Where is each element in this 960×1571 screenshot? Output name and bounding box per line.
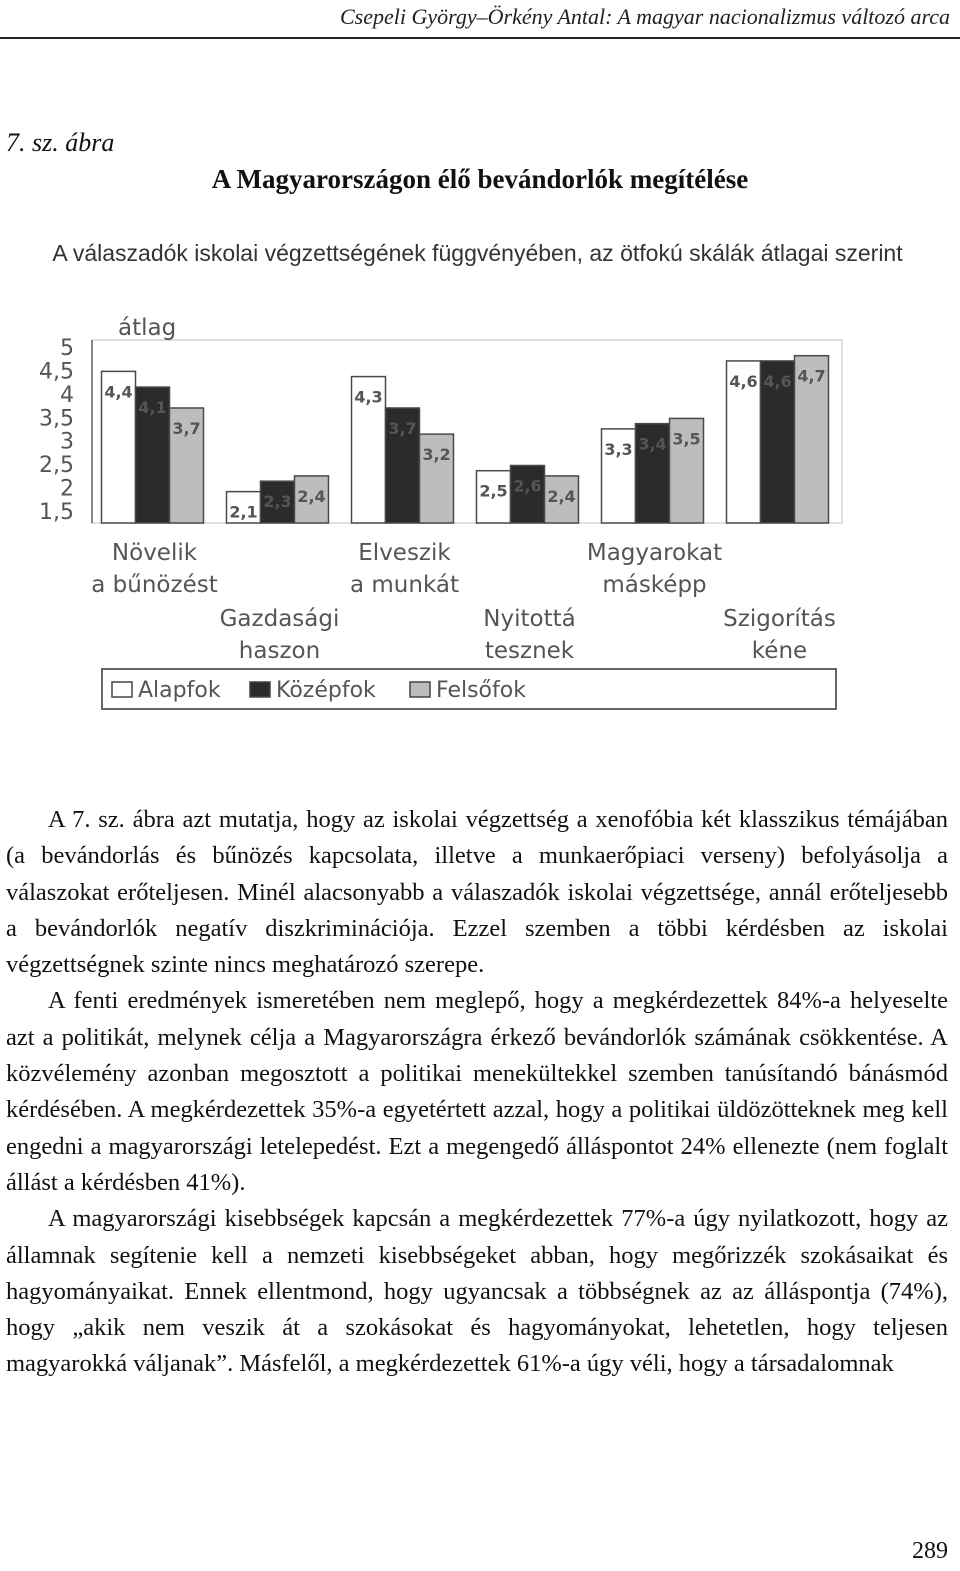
data-label: 2,3 [263,492,292,512]
y-tick-label: 3 [60,429,74,455]
category-label: Szigorítás [723,606,836,632]
paragraph: A magyarországi kisebbségek kapcsán a megkérdezettek 77%-a úgy nyilatkozott, hogy az államnak segítenie kell a nemzeti kisebbségeket abban, hogy megőrizzék szokásaikat és hagyományaikat. Ennek ellentmond, hogy ugyancsak a többségnek az az álláspontja (74%), hogy „akik nem veszik át a szokásokat és hagyományokat, lehetetlen, hogy teljesen magyarokká váljanak”. Másfelől, a megkérdezettek 61%-a úgy véli, hogy a társadalomnak [6,1205,948,1378]
data-label: 4,3 [354,387,383,407]
y-tick-label: 5 [60,336,74,361]
data-label: 2,4 [297,486,326,506]
data-label: 3,7 [388,418,417,438]
data-label: 2,1 [229,502,258,522]
data-label: 3,4 [638,434,667,454]
data-label: 3,5 [672,429,701,449]
paragraph: A fenti eredmények ismeretében nem meglepő, hogy a megkérdezettek 84%-a helyeselte azt a politikát, melynek célja a Magyarországra érkező bevándorlók számának csökkentése. A közvélemény azonban megosztott a politikai menekültekkel szemben tanúsítandó bánásmód kérdésében. A megkérdezettek 35%-a egyetértett azzal, hogy a politikai üldözötteknek meg kell engedni a magyarországi letelepedést. Ezt a megengedő álláspontot 24% ellenezte (nem foglalt állást a kérdésben 41%). [6,987,948,1196]
legend-label: Alapfok [138,678,221,703]
y-tick-label: 4,5 [39,359,74,385]
legend-swatch [410,682,430,697]
category-label: másképp [602,572,707,598]
data-label: 2,5 [479,481,508,501]
category-label: a bűnözést [91,572,218,598]
data-label: 3,3 [604,439,633,459]
data-label: 4,6 [729,371,758,391]
figure-label: 7. sz. ábra [6,128,115,157]
data-label: 4,4 [104,382,133,402]
category-label: Növelik [111,540,198,566]
page-number: 289 [912,1538,948,1564]
y-tick-label: 4 [60,382,74,408]
y-tick-label: 2 [60,476,74,502]
figure-title: A Magyarországon élő bevándorlók megítélése [211,164,749,194]
y-tick-label: 2,5 [39,453,74,479]
paragraph: A 7. sz. ábra azt mutatja, hogy az iskolai végzettség a xenofóbia két klasszikus témájában (a bevándorlás és bűnözés kapcsolata, illetve a munkaerőpiaci verseny) befolyásolja a válaszokat erőteljesen. Minél alacsonyabb a válaszadók iskolai végzettsége, annál erőteljesebb a bevándorlók negatív diszkriminációja. Ezzel szemben a többi kérdésben az iskolai végzettségnek szinte nincs meghatározó szerepe. [6,806,948,979]
category-label: haszon [238,638,321,664]
legend-swatch [250,682,270,697]
y-axis-title: átlag [118,315,177,341]
data-label: 2,4 [547,486,576,506]
data-label: 4,1 [138,398,167,418]
data-label: 4,6 [763,371,792,391]
header-rule [0,37,960,39]
category-label: Magyarokat [586,540,723,566]
legend-swatch [112,682,132,697]
data-label: 2,6 [513,476,542,496]
data-label: 3,7 [172,418,201,438]
category-label: Elveszik [358,540,451,566]
body-text [6,802,948,1383]
legend-label: Középfok [276,678,376,703]
running-head: Csepeli György–Örkény Antal: A magyar nacionalizmus változó arca [339,4,950,29]
category-label: tesznek [484,638,575,664]
category-label: kéne [751,638,808,664]
category-label: Gazdasági [219,606,340,632]
y-tick-label: 1,5 [39,500,74,525]
figure-subtitle: A válaszadók iskolai végzettségének függvényében, az ötfokú skálák átlagai szerint [52,240,903,266]
data-label: 3,2 [422,445,451,465]
bar-chart [0,298,960,748]
y-tick-label: 3,5 [39,406,74,432]
data-label: 4,7 [797,366,826,386]
category-label: a munkát [350,572,459,598]
legend-label: Felsőfok [436,678,526,703]
category-label: Nyitottá [483,606,576,632]
